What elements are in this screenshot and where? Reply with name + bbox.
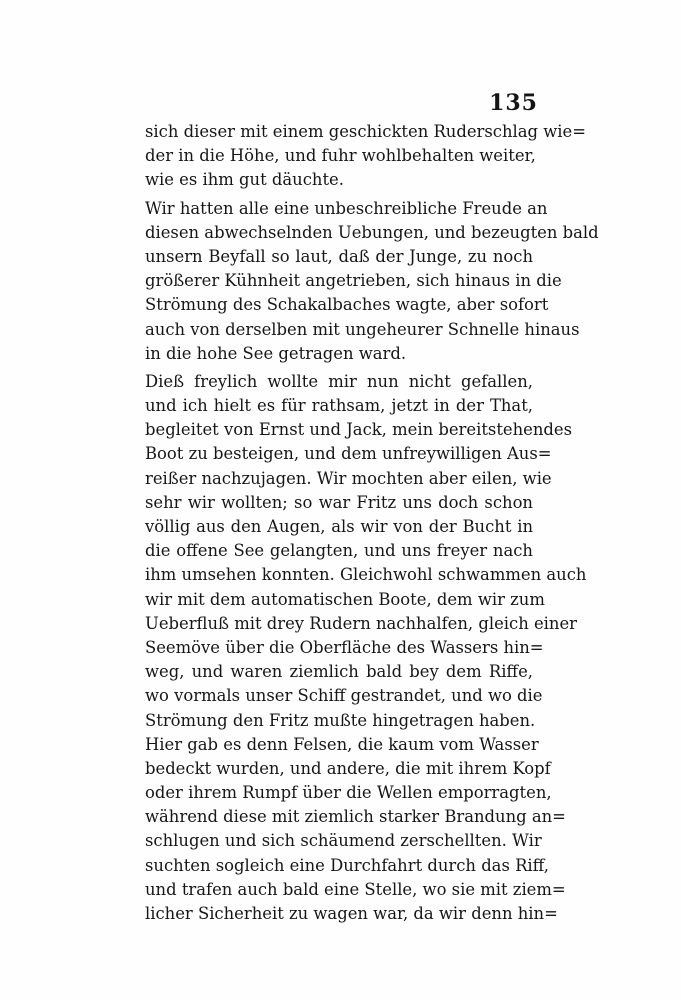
text-line: Strömung den Fritz mußte hingetragen haben. [145, 710, 536, 730]
text-line: größerer Kühnheit angetrieben, sich hinaus in die [145, 271, 562, 291]
text-line: die offene See gelangten, und uns freyer nach [145, 541, 533, 561]
text-line: licher Sicherheit zu wagen war, da wir denn hin= [145, 904, 558, 923]
text-line: wo vormals unser Schiff gestrandet, und wo die [145, 686, 543, 706]
page-number: 135 [489, 90, 538, 116]
text-line: wie es ihm gut däuchte. [145, 170, 344, 190]
text-line: bedeckt wurden, und andere, die mit ihrem Kopf [145, 758, 551, 778]
text-line: oder ihrem Rumpf über die Wellen emporragten, [145, 783, 552, 803]
text-line: Seemöve über die Oberfläche des Wassers hin= [145, 637, 544, 657]
text-line: und trafen auch bald eine Stelle, wo sie mit ziem= [145, 879, 566, 899]
text-line: völlig aus den Augen, als wir von der Bucht in [145, 517, 533, 536]
text-line: auch von derselben mit ungeheurer Schnelle hinaus [145, 319, 580, 339]
text-line: Hier gab es denn Felsen, die kaum vom Wasser [145, 734, 539, 754]
text-line: sehr wir wollten; so war Fritz uns doch schon [145, 492, 533, 512]
text-line: ihm umsehen konnten. Gleichwohl schwammen auch [145, 565, 587, 585]
text-line: Ueberfluß mit drey Rudern nachhalfen, gleich einer [145, 613, 577, 633]
text-line: wir mit dem automatischen Boote, dem wir zum [145, 589, 545, 609]
text-line: Boot zu besteigen, und dem unfreywilligen Aus= [145, 444, 552, 464]
text-line: suchten sogleich eine Durchfahrt durch das Riff, [145, 855, 549, 875]
text-line: schlugen und sich schäumend zerschellten. Wir [145, 831, 542, 851]
text-line: unsern Beyfall so laut, daß der Junge, zu noch [145, 246, 533, 266]
text-line: Strömung des Schakalbaches wagte, aber sofort [145, 295, 549, 315]
text-line: reißer nachzujagen. Wir mochten aber eilen, wie [145, 468, 552, 488]
text-line: der in die Höhe, und fuhr wohlbehalten weiter, [145, 146, 536, 166]
text-line: sich dieser mit einem geschickten Ruderschlag wie= [145, 122, 586, 141]
text-line: und ich hielt es für rathsam, jetzt in der That, [145, 396, 533, 416]
text-line: in die hohe See getragen ward. [145, 343, 407, 363]
text-line: während diese mit ziemlich starker Brandung an= [145, 807, 566, 827]
text-line: Wir hatten alle eine unbeschreibliche Freude an [145, 198, 548, 218]
text-line: diesen abwechselnden Uebungen, und bezeugten bald [145, 222, 599, 242]
body-text [145, 120, 599, 926]
text-line: begleitet von Ernst und Jack, mein bereitstehendes [145, 420, 573, 440]
text-line: weg, und waren ziemlich bald bey dem Riffe, [145, 662, 533, 682]
text-line: Dieß freylich wollte mir nun nicht gefallen, [145, 371, 533, 391]
